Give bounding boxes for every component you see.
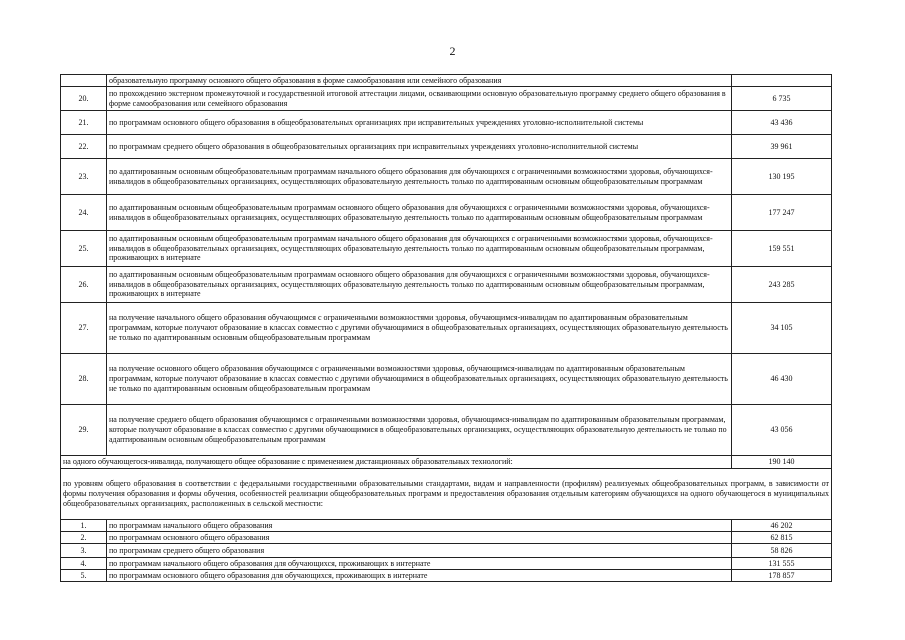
row-description: по адаптированным основным общеобразовательным программам основного общего образования для обучающихся с ограниченными возможностями здоровья, обучающихся-инвалидов в общеобразовательных организациях, осуществляющих образовательную деятельность только по адаптированным основным общеобразовательным программам, проживающих в интернате [107,267,732,303]
row-description: по адаптированным основным общеобразовательным программам начального общего образования для обучающихся с ограниченными возможностями здоровья, обучающихся-инвалидов в общеобразовательных организациях, осуществляющих образовательную деятельность только по адаптированным основным общеобразовательным программам, проживающих в интернате [107,231,732,267]
row-value: 178 857 [732,570,832,582]
row-number: 29. [61,405,107,456]
row-number: 28. [61,354,107,405]
table-row [61,303,832,354]
table-row [61,532,832,544]
row-number: 2. [61,532,107,544]
row-description: по адаптированным основным общеобразовательным программам начального общего образования для обучающихся с ограниченными возможностями здоровья, обучающихся-инвалидов в общеобразовательных организациях, осуществляющих образовательную деятельность только по адаптированным основным общеобразовательным программам [107,159,732,195]
row-description: по программам среднего общего образования [107,544,732,558]
row-description: образовательную программу основного общего образования в форме самообразования или семейного образования [107,75,732,87]
row-value: 177 247 [732,195,832,231]
table-row [61,267,832,303]
row-description: по программам основного общего образования в общеобразовательных организациях при исправительных учреждениях уголовно-исполнительной системы [107,111,732,135]
row-value: 39 961 [732,135,832,159]
row-value: 243 285 [732,267,832,303]
table-row [61,520,832,532]
row-value: 58 826 [732,544,832,558]
row-value: 6 735 [732,87,832,111]
row-description: по программам начального общего образования для обучающихся, проживающих в интернате [107,558,732,570]
row-value: 43 436 [732,111,832,135]
rates-table [60,74,832,582]
row-number: 5. [61,570,107,582]
distance-learning-label: на одного обучающегося-инвалида, получающего общее образование с применением дистанционных образовательных технологий: [61,456,732,469]
row-description: на получение основного общего образования обучающимся с ограниченными возможностями здоровья, обучающимся-инвалидам по адаптированным образовательным программам, которые получают образование в классах совместно с другими обучающимися в общеобразовательных организациях, осуществляющих образовательную деятельность не только по адаптированным основным общеобразовательным программам [107,354,732,405]
table-row [61,75,832,87]
row-value: 34 105 [732,303,832,354]
row-number [61,75,107,87]
row-value: 46 430 [732,354,832,405]
row-description: по прохождению экстерном промежуточной и государственной итоговой аттестации лицами, осваивающими основную образовательную программу среднего общего образования в форме самообразования или семейного образования [107,87,732,111]
table-row [61,111,832,135]
row-description: по адаптированным основным общеобразовательным программам основного общего образования для обучающихся с ограниченными возможностями здоровья, обучающихся-инвалидов в общеобразовательных организациях, осуществляющих образовательную деятельность только по адаптированным основным общеобразовательным программам [107,195,732,231]
row-number: 25. [61,231,107,267]
table-row [61,558,832,570]
row-number: 22. [61,135,107,159]
row-description: на получение среднего общего образования обучающимся с ограниченными возможностями здоровья, обучающимся-инвалидам по адаптированным образовательным программам, которые получают образование в классах совместно с другими обучающимися в общеобразовательных организациях, осуществляющих образовательную деятельность не только по адаптированным основным общеобразовательным программам [107,405,732,456]
row-description: по программам начального общего образования [107,520,732,532]
table-row [61,456,832,469]
row-value [732,75,832,87]
row-number: 21. [61,111,107,135]
table-row [61,195,832,231]
table-row [61,469,832,520]
table-row [61,405,832,456]
row-number: 26. [61,267,107,303]
row-value: 46 202 [732,520,832,532]
page-number: 2 [449,44,456,58]
row-value: 62 815 [732,532,832,544]
table-row [61,87,832,111]
rural-section-heading: по уровням общего образования в соответствии с федеральными государственными образовательными стандартами, видам и направленности (профилям) реализуемых общеобразовательных программ, в зависимости от формы получения образования и формы обучения, особенностей реализации общеобразовательных программ и предоставления образования отдельным категориям обучающихся на одного обучающегося в муниципальных общеобразовательных организациях, расположенных в сельской местности: [61,469,832,520]
row-description: по программам основного общего образования для обучающихся, проживающих в интернате [107,570,732,582]
table-row [61,544,832,558]
row-description: по программам основного общего образования [107,532,732,544]
row-number: 27. [61,303,107,354]
row-number: 23. [61,159,107,195]
row-number: 24. [61,195,107,231]
row-number: 1. [61,520,107,532]
table-row [61,570,832,582]
table-row [61,135,832,159]
row-value: 131 555 [732,558,832,570]
row-value: 130 195 [732,159,832,195]
table-row [61,159,832,195]
row-description: на получение начального общего образования обучающимся с ограниченными возможностями здоровья, обучающимся-инвалидам по адаптированным образовательным программам, которые получают образование в классах совместно с другими обучающимися в общеобразовательных организациях, осуществляющих образовательную деятельность не только по адаптированным основным общеобразовательным программам [107,303,732,354]
table-row [61,354,832,405]
row-number: 20. [61,87,107,111]
row-value: 43 056 [732,405,832,456]
row-description: по программам среднего общего образования в общеобразовательных организациях при исправительных учреждениях уголовно-исполнительной системы [107,135,732,159]
row-number: 3. [61,544,107,558]
row-value: 159 551 [732,231,832,267]
row-number: 4. [61,558,107,570]
table-row [61,231,832,267]
row-value: 190 140 [732,456,832,469]
